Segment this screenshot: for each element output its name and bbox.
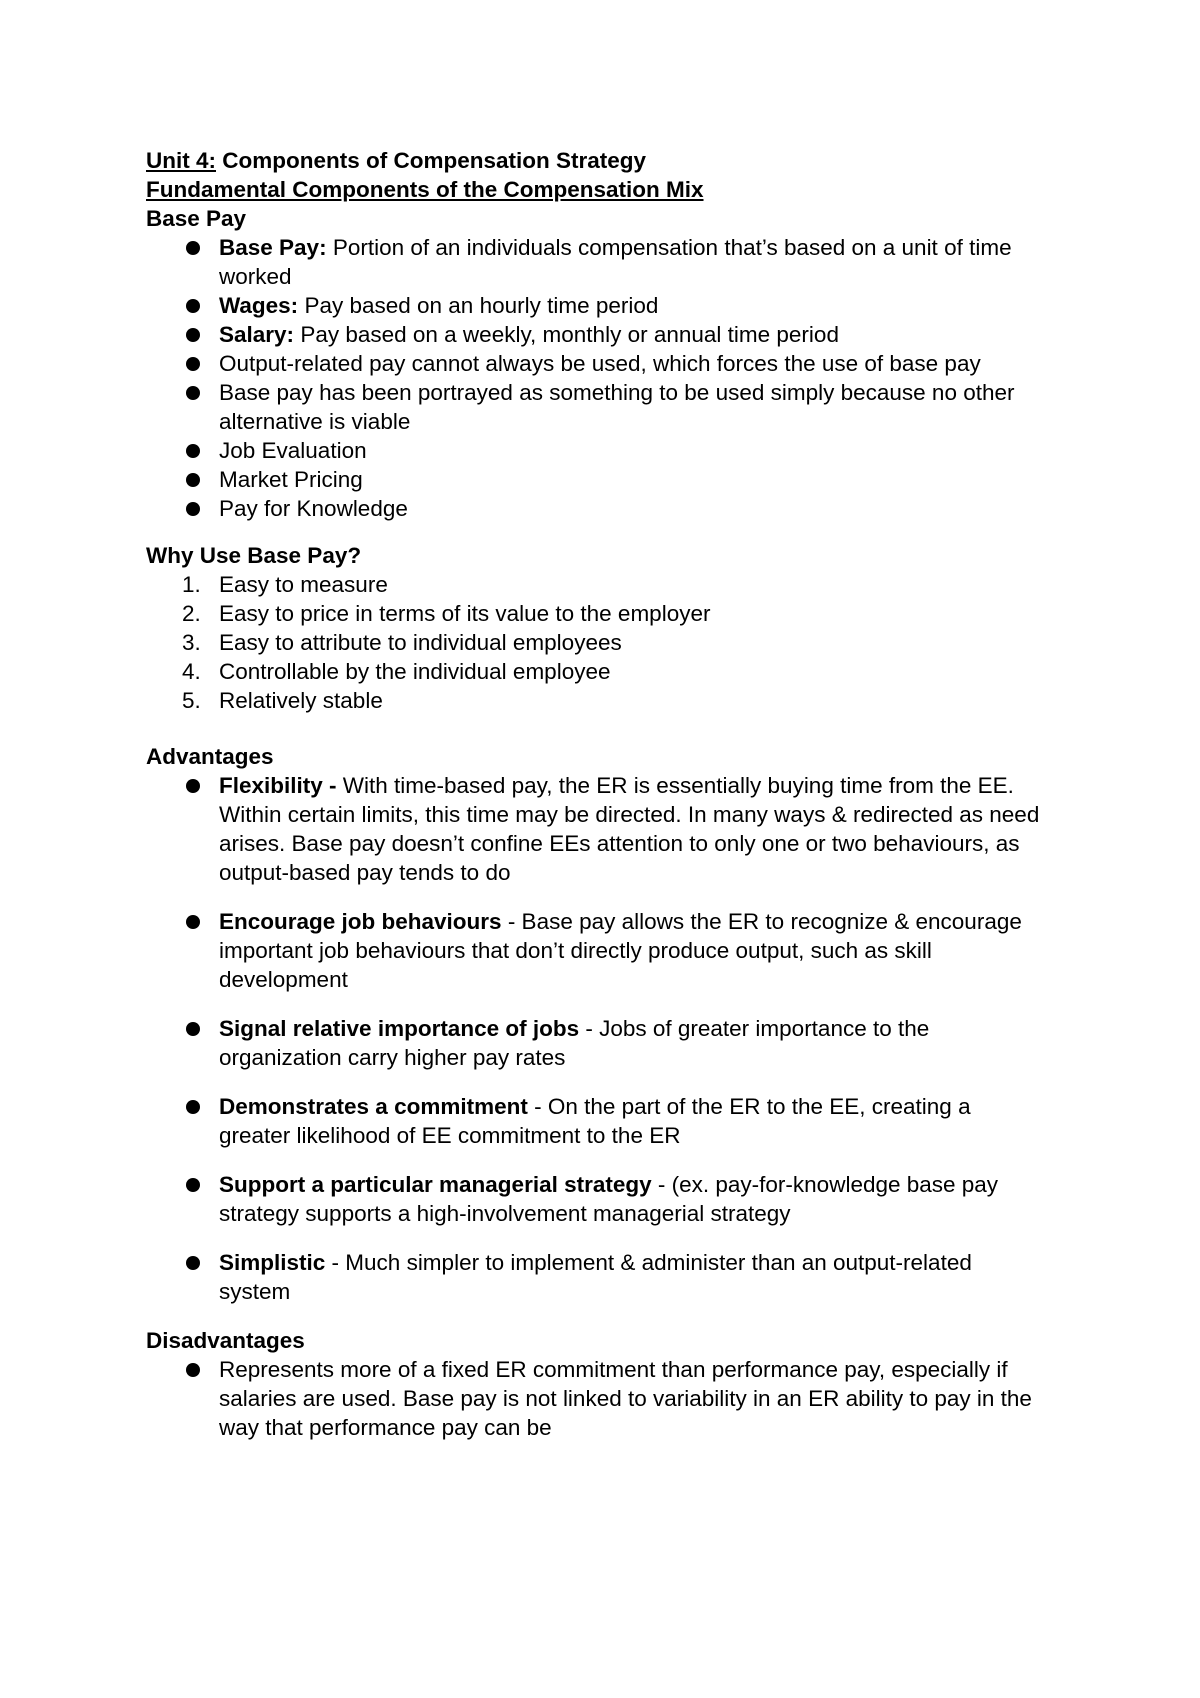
list-item: 4. Controllable by the individual employee: [182, 659, 611, 684]
base-pay-list: [146, 233, 1040, 523]
why-use-list: [146, 570, 1040, 715]
unit-label: Unit 4:: [146, 148, 216, 173]
list-item: Output-related pay cannot always be used, which forces the use of base pay: [146, 349, 1040, 378]
list-item: Flexibility - With time-based pay, the ER is essentially buying time from the EE. Within certain limits, this time may be directed. In many ways & redirected as need arises. Base pay doesn’t confine EEs attention to only one or two behaviours, as output-based pay tends to do: [146, 771, 1040, 887]
list-item: Pay for Knowledge: [146, 494, 1040, 523]
list-item: Salary: Pay based on a weekly, monthly or annual time period: [146, 320, 1040, 349]
disadvantages-list: [146, 1355, 1040, 1442]
list-item: 3. Easy to attribute to individual employees: [182, 630, 622, 655]
page-subtitle: Fundamental Components of the Compensation Mix: [146, 177, 704, 202]
base-pay-heading: Base Pay: [146, 206, 247, 231]
title-text: Components of Compensation Strategy: [216, 148, 647, 173]
list-item: Signal relative importance of jobs - Jobs of greater importance to the organization carry higher pay rates: [146, 1014, 1040, 1072]
page-title: [146, 146, 1040, 175]
list-item: Demonstrates a commitment - On the part of the ER to the EE, creating a greater likelihood of EE commitment to the ER: [146, 1092, 1040, 1150]
list-item: Support a particular managerial strategy - (ex. pay-for-knowledge base pay strategy supports a high-involvement managerial strategy: [146, 1170, 1040, 1228]
why-use-heading: Why Use Base Pay?: [146, 543, 362, 568]
advantages-heading: Advantages: [146, 744, 274, 769]
list-item: 2. Easy to price in terms of its value to the employer: [182, 601, 711, 626]
list-item: 1. Easy to measure: [182, 572, 388, 597]
list-item: Encourage job behaviours - Base pay allows the ER to recognize & encourage important job behaviours that don’t directly produce output, such as skill development: [146, 907, 1040, 994]
list-item: Represents more of a fixed ER commitment than performance pay, especially if salaries are used. Base pay is not linked to variability in an ER ability to pay in the way that performance pay can be: [146, 1355, 1040, 1442]
advantages-list: [146, 771, 1040, 1306]
list-item: Simplistic - Much simpler to implement & administer than an output-related system: [146, 1248, 1040, 1306]
list-item: Market Pricing: [146, 465, 1040, 494]
list-item: 5. Relatively stable: [182, 688, 383, 713]
list-item: Base Pay: Portion of an individuals compensation that’s based on a unit of time worked: [146, 233, 1040, 291]
list-item: Base pay has been portrayed as something to be used simply because no other alternative is viable: [146, 378, 1040, 436]
list-item: Job Evaluation: [146, 436, 1040, 465]
disadvantages-heading: Disadvantages: [146, 1328, 305, 1353]
list-item: Wages: Pay based on an hourly time period: [146, 291, 1040, 320]
